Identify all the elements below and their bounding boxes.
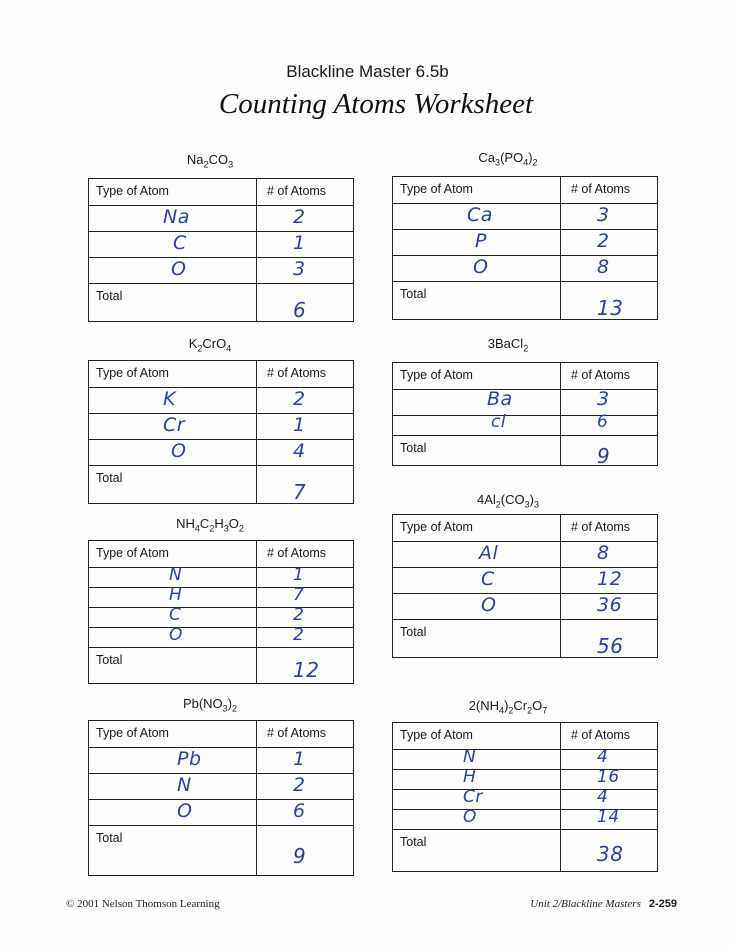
footer-unit — [530, 898, 677, 910]
handwritten-count: 4 — [293, 440, 306, 462]
handwritten-atom: N — [463, 747, 477, 767]
formula-subscript: 2 — [508, 705, 514, 716]
table-header-row — [89, 179, 353, 205]
formula-subscript: 3 — [534, 499, 540, 510]
cell-atom — [89, 258, 257, 283]
table-total-row — [89, 825, 353, 875]
atom-count-table — [88, 360, 354, 504]
cell-atom — [393, 204, 561, 229]
cell-atom — [393, 830, 561, 871]
cell-atom — [393, 282, 561, 319]
handwritten-total: 13 — [597, 296, 624, 320]
cell-count — [257, 585, 353, 607]
handwritten-atom: N — [177, 774, 192, 796]
cell-atom — [393, 787, 561, 809]
formula-part: O — [532, 698, 543, 713]
table-total-row — [89, 283, 353, 321]
handwritten-total: 9 — [597, 444, 611, 468]
table-total-row — [393, 435, 657, 468]
cell-count — [257, 648, 353, 683]
table-row — [89, 413, 353, 439]
handwritten-count: 3 — [597, 388, 610, 410]
table-header-row — [393, 723, 657, 749]
handwritten-atom: O — [177, 800, 193, 822]
handwritten-count: 36 — [597, 594, 623, 616]
handwritten-count: 2 — [293, 774, 306, 796]
formula-subscript: 4 — [499, 705, 505, 716]
cell-atom: Type of Atom — [393, 177, 561, 203]
formula-part: Ca — [478, 150, 496, 165]
cell-atom: Type of Atom — [393, 515, 561, 541]
table-total-row — [393, 619, 657, 657]
cell-count: # of Atoms — [571, 182, 631, 196]
cell-count: # of Atoms — [571, 728, 631, 742]
handwritten-atom: Ca — [467, 204, 493, 226]
formula-part: O — [228, 516, 239, 531]
formula-part: NH — [176, 516, 195, 531]
cell-atom — [393, 594, 561, 619]
cell-count — [561, 807, 657, 829]
table-row — [89, 799, 353, 825]
cell-count — [257, 284, 353, 321]
table-row — [89, 567, 353, 587]
cell-count — [257, 605, 353, 627]
formula-subscript: 3 — [222, 703, 228, 714]
table-row — [393, 203, 657, 229]
cell-count: # of Atoms — [267, 366, 327, 380]
cell-atom — [89, 826, 257, 875]
cell-atom — [89, 625, 257, 647]
cell-count — [257, 748, 353, 773]
table-row — [393, 567, 657, 593]
formula-part: (CO — [500, 492, 525, 507]
handwritten-count: 2 — [293, 206, 306, 228]
total-label: Total — [400, 835, 427, 849]
compound-formula — [418, 336, 598, 354]
formula-part: ) — [504, 698, 509, 713]
table-header-row — [89, 721, 353, 747]
handwritten-atom: O — [169, 625, 183, 645]
cell-atom — [89, 774, 257, 799]
atom-count-table — [392, 176, 658, 320]
cell-atom: Type of Atom — [89, 179, 257, 205]
handwritten-atom: Cr — [463, 787, 483, 807]
cell-atom: Type of Atom — [393, 363, 561, 389]
handwritten-atom: Na — [163, 206, 190, 228]
table-row — [393, 541, 657, 567]
handwritten-atom: Al — [479, 542, 499, 564]
handwritten-atom: K — [163, 388, 176, 410]
cell-count — [561, 390, 657, 415]
handwritten-atom: O — [481, 594, 497, 616]
cell-count — [561, 620, 657, 657]
table-header-row — [393, 363, 657, 389]
cell-count — [561, 412, 657, 435]
handwritten-atom: P — [475, 230, 487, 252]
handwritten-count: 4 — [597, 747, 609, 767]
formula-subscript: 2 — [238, 523, 244, 534]
cell-count — [561, 767, 657, 789]
handwritten-count: 3 — [597, 204, 610, 226]
total-label: Total — [96, 471, 123, 485]
handwritten-count: 4 — [597, 787, 609, 807]
table-header-row — [393, 515, 657, 541]
compound-formula — [120, 152, 300, 170]
handwritten-count: 2 — [597, 230, 610, 252]
handwritten-count: 1 — [293, 565, 305, 585]
formula-subscript: 4 — [523, 157, 529, 168]
table-row — [393, 749, 657, 769]
cell-count — [561, 204, 657, 229]
cell-count — [561, 542, 657, 567]
formula-part: Cr — [513, 698, 528, 713]
handwritten-atom: N — [169, 565, 183, 585]
table-header-row — [393, 177, 657, 203]
footer-page-number: 2-259 — [648, 898, 677, 910]
footer-copyright: © 2001 Nelson Thomson Learning — [66, 898, 220, 910]
formula-part: 2(NH — [468, 698, 500, 713]
cell-count: # of Atoms — [571, 368, 631, 382]
handwritten-atom: H — [463, 767, 477, 787]
compound-formula — [120, 516, 300, 534]
table-header-row — [89, 361, 353, 387]
total-label: Total — [96, 289, 123, 303]
cell-count — [257, 774, 353, 799]
handwritten-total: 56 — [597, 634, 624, 658]
handwritten-atom: Cr — [163, 414, 186, 436]
formula-subscript: 2 — [209, 523, 215, 534]
formula-subscript: 7 — [542, 705, 548, 716]
cell-atom — [89, 800, 257, 825]
cell-count — [257, 388, 353, 413]
formula-subscript: 3 — [495, 157, 501, 168]
cell-count — [257, 565, 353, 587]
atom-count-table — [392, 514, 658, 658]
formula-subscript: 2 — [203, 159, 209, 170]
handwritten-atom: Pb — [177, 748, 202, 770]
total-label: Total — [96, 653, 123, 667]
formula-subscript: 2 — [495, 499, 501, 510]
handwritten-count: 12 — [597, 568, 623, 590]
formula-subscript: 3 — [228, 159, 234, 170]
formula-part: 4Al — [476, 492, 496, 507]
table-row — [393, 389, 657, 415]
compound-formula — [418, 698, 598, 716]
atom-count-table — [392, 722, 658, 872]
table-row — [89, 205, 353, 231]
handwritten-atom: cl — [491, 412, 507, 432]
cell-count: # of Atoms — [267, 546, 327, 560]
atom-count-table — [88, 720, 354, 876]
cell-atom — [89, 232, 257, 257]
table-row — [393, 789, 657, 809]
table-row — [89, 387, 353, 413]
cell-atom — [393, 620, 561, 657]
formula-subscript: 3 — [223, 523, 229, 534]
cell-atom — [393, 568, 561, 593]
formula-part: CO — [208, 152, 229, 167]
cell-atom: Type of Atom — [89, 541, 257, 567]
cell-count — [257, 826, 353, 875]
cell-count — [257, 258, 353, 283]
cell-atom — [393, 412, 561, 435]
handwritten-total: 38 — [597, 842, 624, 866]
cell-count — [257, 232, 353, 257]
cell-atom — [393, 390, 561, 415]
formula-part: Na — [186, 152, 204, 167]
handwritten-atom: O — [171, 258, 187, 280]
formula-subscript: 2 — [197, 343, 203, 354]
table-row — [89, 627, 353, 647]
table-row — [89, 747, 353, 773]
cell-count — [561, 230, 657, 255]
cell-count: # of Atoms — [267, 726, 327, 740]
handwritten-total: 9 — [293, 844, 307, 868]
formula-subscript: 2 — [523, 343, 529, 354]
table-row — [393, 769, 657, 789]
compound-formula — [418, 492, 598, 510]
cell-atom — [393, 256, 561, 281]
handwritten-count: 3 — [293, 258, 306, 280]
cell-atom — [393, 436, 561, 465]
table-total-row — [393, 281, 657, 319]
cell-count — [257, 440, 353, 465]
table-row — [89, 607, 353, 627]
formula-part: ) — [227, 696, 233, 711]
atom-count-table — [88, 540, 354, 684]
cell-atom: Type of Atom — [89, 361, 257, 387]
table-row — [393, 412, 657, 435]
compound-formula — [418, 150, 598, 168]
handwritten-atom: C — [481, 568, 495, 590]
handwritten-atom: C — [173, 232, 187, 254]
cell-atom — [393, 542, 561, 567]
formula-part: (PO — [500, 150, 524, 165]
formula-subscript: 2 — [527, 705, 533, 716]
total-label: Total — [400, 625, 427, 639]
handwritten-count: 14 — [597, 807, 620, 827]
cell-atom — [89, 284, 257, 321]
table-total-row — [89, 465, 353, 503]
table-row — [393, 229, 657, 255]
table-total-row — [89, 647, 353, 683]
page-title: Counting Atoms Worksheet — [218, 88, 534, 120]
formula-part: C — [199, 516, 210, 531]
formula-subscript: 3 — [524, 499, 530, 510]
formula-subscript: 4 — [194, 523, 200, 534]
handwritten-total: 6 — [293, 298, 307, 322]
footer-unit-label: Unit 2/Blackline Masters — [530, 898, 641, 910]
formula-subscript: 4 — [226, 343, 232, 354]
formula-part: ) — [529, 492, 534, 507]
formula-part: ) — [528, 150, 533, 165]
compound-formula — [120, 336, 300, 354]
cell-atom — [89, 388, 257, 413]
handwritten-atom: O — [463, 807, 477, 827]
cell-atom — [89, 748, 257, 773]
cell-count: # of Atoms — [267, 184, 327, 198]
formula-part: H — [214, 516, 224, 531]
handwritten-count: 7 — [293, 585, 305, 605]
cell-count — [561, 830, 657, 871]
formula-part: Pb(NO — [182, 696, 223, 711]
formula-subscript: 2 — [232, 703, 238, 714]
cell-count — [561, 256, 657, 281]
cell-atom — [89, 414, 257, 439]
cell-atom — [393, 747, 561, 769]
table-total-row — [393, 829, 657, 871]
cell-count — [561, 594, 657, 619]
handwritten-atom: Ba — [487, 388, 513, 410]
cell-atom — [89, 648, 257, 683]
handwritten-count: 1 — [293, 414, 306, 436]
formula-subscript: 2 — [532, 157, 538, 168]
cell-atom — [393, 230, 561, 255]
atom-count-table — [88, 178, 354, 322]
handwritten-atom: C — [169, 605, 182, 625]
handwritten-count: 16 — [597, 767, 620, 787]
total-label: Total — [400, 441, 427, 455]
page-subtitle: Blackline Master 6.5b — [286, 62, 449, 81]
table-row — [393, 255, 657, 281]
total-label: Total — [400, 287, 427, 301]
cell-count — [561, 568, 657, 593]
handwritten-count: 1 — [293, 232, 306, 254]
cell-count — [561, 282, 657, 319]
table-row — [89, 231, 353, 257]
formula-part: 3BaCl — [487, 336, 524, 351]
formula-part: CrO — [202, 336, 227, 351]
handwritten-count: 1 — [293, 748, 306, 770]
handwritten-count: 6 — [597, 412, 609, 432]
atom-count-table — [392, 362, 658, 466]
handwritten-count: 6 — [293, 800, 306, 822]
cell-atom — [89, 440, 257, 465]
total-label: Total — [96, 831, 123, 845]
cell-count — [257, 800, 353, 825]
table-row — [89, 773, 353, 799]
handwritten-count: 2 — [293, 625, 305, 645]
table-row — [393, 809, 657, 829]
table-row — [89, 257, 353, 283]
cell-atom — [89, 206, 257, 231]
handwritten-count: 2 — [293, 605, 305, 625]
handwritten-total: 12 — [293, 658, 320, 682]
cell-atom: Type of Atom — [393, 723, 561, 749]
formula-part: K — [188, 336, 198, 351]
table-header-row — [89, 541, 353, 567]
compound-formula — [120, 696, 300, 714]
handwritten-count: 8 — [597, 256, 610, 278]
table-row — [393, 593, 657, 619]
cell-count — [561, 436, 657, 468]
handwritten-total: 7 — [293, 480, 307, 504]
cell-count — [257, 414, 353, 439]
cell-count: # of Atoms — [571, 520, 631, 534]
cell-count — [257, 206, 353, 231]
handwritten-atom: O — [473, 256, 489, 278]
handwritten-atom: O — [171, 440, 187, 462]
cell-atom — [393, 807, 561, 829]
table-row — [89, 439, 353, 465]
cell-atom: Type of Atom — [89, 721, 257, 747]
cell-count — [257, 625, 353, 647]
handwritten-atom: H — [169, 585, 183, 605]
cell-atom — [89, 466, 257, 503]
cell-count — [257, 466, 353, 503]
table-row — [89, 587, 353, 607]
handwritten-count: 8 — [597, 542, 610, 564]
handwritten-count: 2 — [293, 388, 306, 410]
